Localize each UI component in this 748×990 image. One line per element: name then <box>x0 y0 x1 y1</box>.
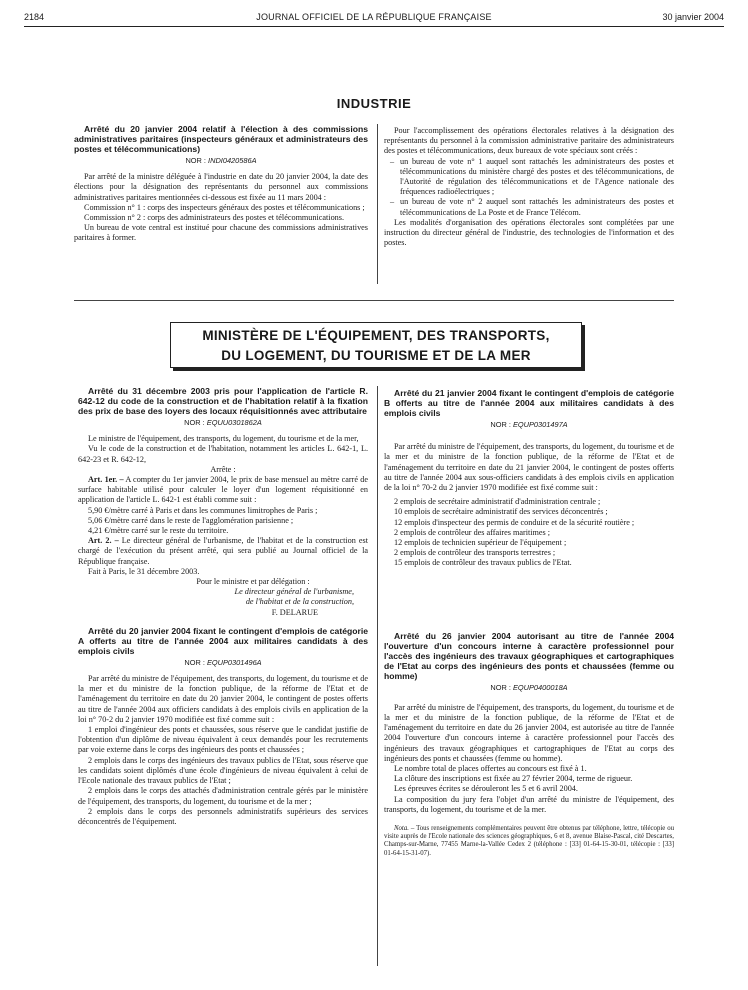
ministry-heading <box>170 322 582 368</box>
paragraph: Commission n° 1 : corps des inspecteurs généraux des postes et télécommunications ; <box>84 202 365 212</box>
paragraph: Par arrêté de la ministre déléguée à l'industrie en date du 20 janvier 2004, la date des élections pour la désignation des représentants du personnel aux commissions administratives paritaires mentionnées ci-dessous est fixée au 11 mars 2004 : <box>74 172 368 202</box>
paragraph: Le ministre de l'équipement, des transports, du logement, du tourisme et de la mer, <box>88 434 359 444</box>
paragraph: La composition du jury fera l'objet d'un arrêté du ministre de l'équipement, des transports, du logement, du tourisme et de la mer. <box>384 794 674 814</box>
paragraph: Vu le code de la construction et de l'habitation, notamment les articles L. 642-1, L. 642-23 et R. 642-12, <box>78 444 368 464</box>
nor-reference: NOR : EQUP0301496A <box>184 657 262 667</box>
footnote: Nota. – Tous renseignements complémentaires peuvent être obtenus par téléphone, lettre, télécopie ou visite auprès de l'Ecole nationale des sciences géographiques, 6 et 8, avenue Blaise-Pascal, cité Descartes, Champs-sur-Marne, 77455 Marne-la-Vallée Cedex 2 (téléphone : [33] 01-64-15-30-01, télécopie : [33] 01-64-15-31-07). <box>384 825 674 857</box>
done-at: Fait à Paris, le 31 décembre 2003. <box>88 566 200 576</box>
list-item: 2 emplois de secrétaire administratif d'administration centrale ; <box>394 497 601 507</box>
article-2: Art. 2. – Le directeur général de l'urbanisme, de l'habitat et de la construction est chargé de l'exécution du présent arrêté, qui sera publié au Journal officiel de la République française. <box>78 536 368 566</box>
left-lower-column <box>78 386 368 827</box>
paragraph: Les épreuves écrites se dérouleront les 5 et 6 avril 2004. <box>394 784 578 794</box>
page-header <box>24 12 724 27</box>
paragraph: Un bureau de vote central est institué pour chacune des commissions administratives paritaires à former. <box>74 223 368 243</box>
list-item: – un bureau de vote n° 2 auquel sont rattachés les administrateurs des postes et télécommunications de La Poste et de France Télécom. <box>400 197 674 217</box>
ministry-line-1: MINISTÈRE DE L'ÉQUIPEMENT, DES TRANSPORTS, <box>202 328 550 343</box>
industrie-left-column <box>74 124 368 244</box>
list-item: 12 emplois de technicien supérieur de l'équipement ; <box>394 538 567 548</box>
list-item: 2 emplois de contrôleur des transports terrestres ; <box>394 548 556 558</box>
nor-reference: NOR : EQUP0400018A <box>490 682 568 692</box>
ministry-line-2: DU LOGEMENT, DU TOURISME ET DE LA MER <box>221 348 531 363</box>
paragraph: Par arrêté du ministre de l'équipement, des transports, du logement, du tourisme et de la mer et du ministre de la fonction publique, de la réforme de l'Etat et de l'aménagement du territoire en date du 26 janvier 2004, est autorisée au titre de l'année 2004 l'ouverture d'un concours interne à caractère professionnel pour l'accès des ingénieurs des travaux géographiques et cartographiques de l'Etat au corps des ingénieurs des ponts et chaussées (femme ou homme). <box>384 702 674 763</box>
article-title: Arrêté du 31 décembre 2003 pris pour l'application de l'article R. 642-12 du code de la construction et de l'habitation relatif à la fixation des prix de base des loyers des locaux réquisitionnés avec attributaire <box>78 386 368 416</box>
paragraph: 2 emplois dans le corps des attachés d'administration centrale gérés par le ministère de l'équipement, des transports, du logement, du tourisme et de la mer ; <box>78 786 368 806</box>
issue-date: 30 janvier 2004 <box>662 12 724 22</box>
list-item: 10 emplois de secrétaire administratif des services déconcentrés ; <box>394 507 608 517</box>
paragraph: Le nombre total de places offertes au concours est fixé à 1. <box>394 764 587 774</box>
signer-title: de l'habitat et de la construction, <box>245 597 354 607</box>
bureau-list <box>384 157 674 218</box>
paragraph: Pour l'accomplissement des opérations électorales relatives à la désignation des représentants du personnel à la commission administrative paritaire des administrateurs des postes et télécommunications, deux bureaux de vote spéciaux sont créés : <box>384 126 674 156</box>
article-title: Arrêté du 20 janvier 2004 relatif à l'élection à des commissions administratives paritaires (inspecteurs généraux et administrateurs des postes et télécommunications) <box>74 124 368 154</box>
paragraph: 2 emplois dans le corps des ingénieurs des travaux publics de l'Etat, sous réserve que les candidats soient diplômés d'une école d'ingénieurs de niveau équivalent à celui de l'Ecole nationale des travaux publics de l'Etat ; <box>78 755 368 786</box>
section-title: INDUSTRIE <box>336 96 412 111</box>
paragraph: La clôture des inscriptions est fixée au 27 février 2004, terme de rigueur. <box>394 774 633 784</box>
article-title: Arrêté du 26 janvier 2004 autorisant au titre de l'année 2004 l'ouverture d'un concours interne à caractère professionnel pour l'accès des ingénieurs des travaux géographiques et cartographiques de l'Etat au corps des ingénieurs des ponts et chaussées (femme ou homme) <box>384 630 674 681</box>
nor-reference: NOR : EQUU0301862A <box>184 418 262 427</box>
list-item: – un bureau de vote n° 1 auquel sont rattachés les administrateurs des postes et télécommunications du ministère chargé des postes et des télécommunications, de l'Autorité de régulation des télécommunications et de l'Agence nationale des fréquences radioélectriques ; <box>400 157 674 198</box>
journal-title: JOURNAL OFFICIEL DE LA RÉPUBLIQUE FRANÇAISE <box>256 12 492 22</box>
column-divider <box>377 386 378 966</box>
paragraph: Par arrêté du ministre de l'équipement, des transports, du logement, du tourisme et de la mer et du ministre de la fonction publique, de la réforme de l'Etat et de l'aménagement du territoire en date du 20 janvier 2004, le contingent de postes offerts au titre de l'année 2004 aux officiers candidats à des emplois civils en application de la loi n° 70-2 du 2 janvier 1970 modifiée est fixé comme suit : <box>78 674 368 724</box>
paragraph: Par arrêté du ministre de l'équipement, des transports, du logement, du tourisme et de la mer et du ministre de la fonction publique, de la réforme de l'Etat et de l'aménagement du territoire en date du 21 janvier 2004, le contingent de postes offerts au titre de l'année 2004 aux sous-officiers candidats à des emplois civils en application de la loi n° 70-2 du 2 janvier 1970 modifiée est fixé comme suit : <box>384 442 674 493</box>
arrete-label: Arrête : <box>210 464 236 474</box>
nor-reference: NOR : INDI0420586A <box>185 156 257 165</box>
article-1: Art. 1er. – A compter du 1er janvier 2004, le prix de base mensuel au mètre carré de surface habitable utilisé pour calculer le loyer d'un logement réquisitionné en application de l'article L. 642-1 est établi comme suit : <box>78 475 368 505</box>
delegation: Pour le ministre et par délégation : <box>196 577 310 587</box>
page-number: 2184 <box>24 12 45 22</box>
paragraph: 1 emploi d'ingénieur des ponts et chaussées, sous réserve que le candidat justifie de l'obtention d'un diplôme de niveau équivalent à ceux demandés pour les recrutements par voie externe dans le corps des ingénieurs des ponts et chaussées ; <box>78 725 368 755</box>
paragraph: 2 emplois dans le corps des personnels administratifs supérieurs des services déconcentrés de l'équipement. <box>78 806 368 826</box>
right-lower-column <box>384 388 674 858</box>
list-item: 2 emplois de contrôleur des affaires maritimes ; <box>394 527 551 537</box>
list-item: 15 emplois de contrôleur des travaux publics de l'Etat. <box>394 558 572 568</box>
paragraph: Les modalités d'organisation des opérations électorales sont complétées par une instruction du directeur général de l'industrie, des technologies de l'information et des postes. <box>384 217 674 248</box>
price-line: 4,21 €/mètre carré sur le reste du territoire. <box>88 526 229 536</box>
price-line: 5,90 €/mètre carré à Paris et dans les communes limitrophes de Paris ; <box>88 505 318 515</box>
list-item: 12 emplois d'inspecteur des permis de conduire et de la sécurité routière ; <box>394 517 635 527</box>
paragraph: Commission n° 2 : corps des administrateurs des postes et télécommunications. <box>84 213 345 223</box>
signer-name: F. DELARUE <box>271 607 318 617</box>
price-line: 5,06 €/mètre carré dans le reste de l'agglomération parisienne ; <box>88 515 294 525</box>
signer-title: Le directeur général de l'urbanisme, <box>234 587 354 597</box>
industrie-right-column <box>384 126 674 248</box>
nor-reference: NOR : EQUP0301497A <box>490 420 568 429</box>
section-rule <box>74 300 674 301</box>
column-divider <box>377 124 378 284</box>
article-title: Arrêté du 21 janvier 2004 fixant le contingent d'emplois de catégorie B offerts au titre de l'année 2004 aux militaires candidats à des emplois civils <box>384 388 674 418</box>
article-title: Arrêté du 20 janvier 2004 fixant le contingent d'emplois de catégorie A offerts au titre de l'année 2004 aux militaires candidats à des emplois civils <box>78 625 368 656</box>
